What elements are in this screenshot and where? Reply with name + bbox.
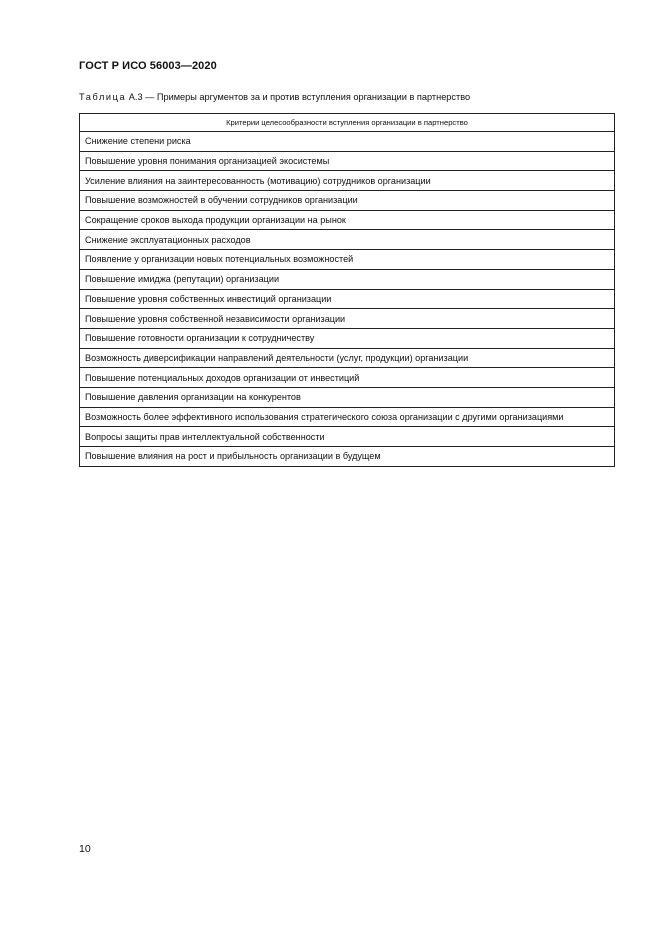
table-row bbox=[80, 387, 615, 407]
table-caption bbox=[79, 92, 470, 102]
table-cell: Возможность более эффективного использования стратегического союза организации с другими организациями bbox=[80, 407, 615, 427]
table-cell: Повышение уровня собственной независимости организации bbox=[80, 309, 615, 329]
table-cell: Возможность диверсификации направлений деятельности (услуг, продукции) организации bbox=[80, 348, 615, 368]
table-cell: Повышение потенциальных доходов организации от инвестиций bbox=[80, 368, 615, 388]
table-cell: Повышение готовности организации к сотрудничеству bbox=[80, 328, 615, 348]
table-cell: Повышение имиджа (репутации) организации bbox=[80, 269, 615, 289]
table-row bbox=[80, 309, 615, 329]
table-cell: Повышение возможностей в обучении сотрудников организации bbox=[80, 191, 615, 211]
table-row bbox=[80, 269, 615, 289]
table-cell: Сокращение сроков выхода продукции организации на рынок bbox=[80, 210, 615, 230]
table-row bbox=[80, 151, 615, 171]
table-cell: Снижение степени риска bbox=[80, 132, 615, 152]
table-row bbox=[80, 427, 615, 447]
table-row bbox=[80, 289, 615, 309]
table-cell: Повышение давления организации на конкурентов bbox=[80, 387, 615, 407]
criteria-table bbox=[79, 113, 615, 467]
table-row bbox=[80, 230, 615, 250]
table-cell: Усиление влияния на заинтересованность (мотивацию) сотрудников организации bbox=[80, 171, 615, 191]
table-row bbox=[80, 132, 615, 152]
table-row bbox=[80, 348, 615, 368]
table-cell: Повышение уровня собственных инвестиций организации bbox=[80, 289, 615, 309]
table-caption-text: А.3 — Примеры аргументов за и против вступления организации в партнерство bbox=[126, 92, 471, 102]
document-code: ГОСТ Р ИСО 56003—2020 bbox=[79, 60, 217, 72]
table-cell: Снижение эксплуатационных расходов bbox=[80, 230, 615, 250]
table-cell: Появление у организации новых потенциальных возможностей bbox=[80, 250, 615, 270]
table-row bbox=[80, 191, 615, 211]
table-cell: Повышение влияния на рост и прибыльность организации в будущем bbox=[80, 447, 615, 467]
table-row bbox=[80, 447, 615, 467]
table-row bbox=[80, 407, 615, 427]
table-cell: Повышение уровня понимания организацией экосистемы bbox=[80, 151, 615, 171]
table-caption-prefix: Таблица bbox=[79, 92, 127, 102]
table-header-row bbox=[80, 114, 615, 132]
table-cell: Вопросы защиты прав интеллектуальной собственности bbox=[80, 427, 615, 447]
table-row bbox=[80, 328, 615, 348]
column-header: Критерии целесообразности вступления организации в партнерство bbox=[80, 114, 615, 132]
table-row bbox=[80, 171, 615, 191]
table-row bbox=[80, 250, 615, 270]
table-row bbox=[80, 368, 615, 388]
table-row bbox=[80, 210, 615, 230]
page-number: 10 bbox=[79, 843, 91, 855]
